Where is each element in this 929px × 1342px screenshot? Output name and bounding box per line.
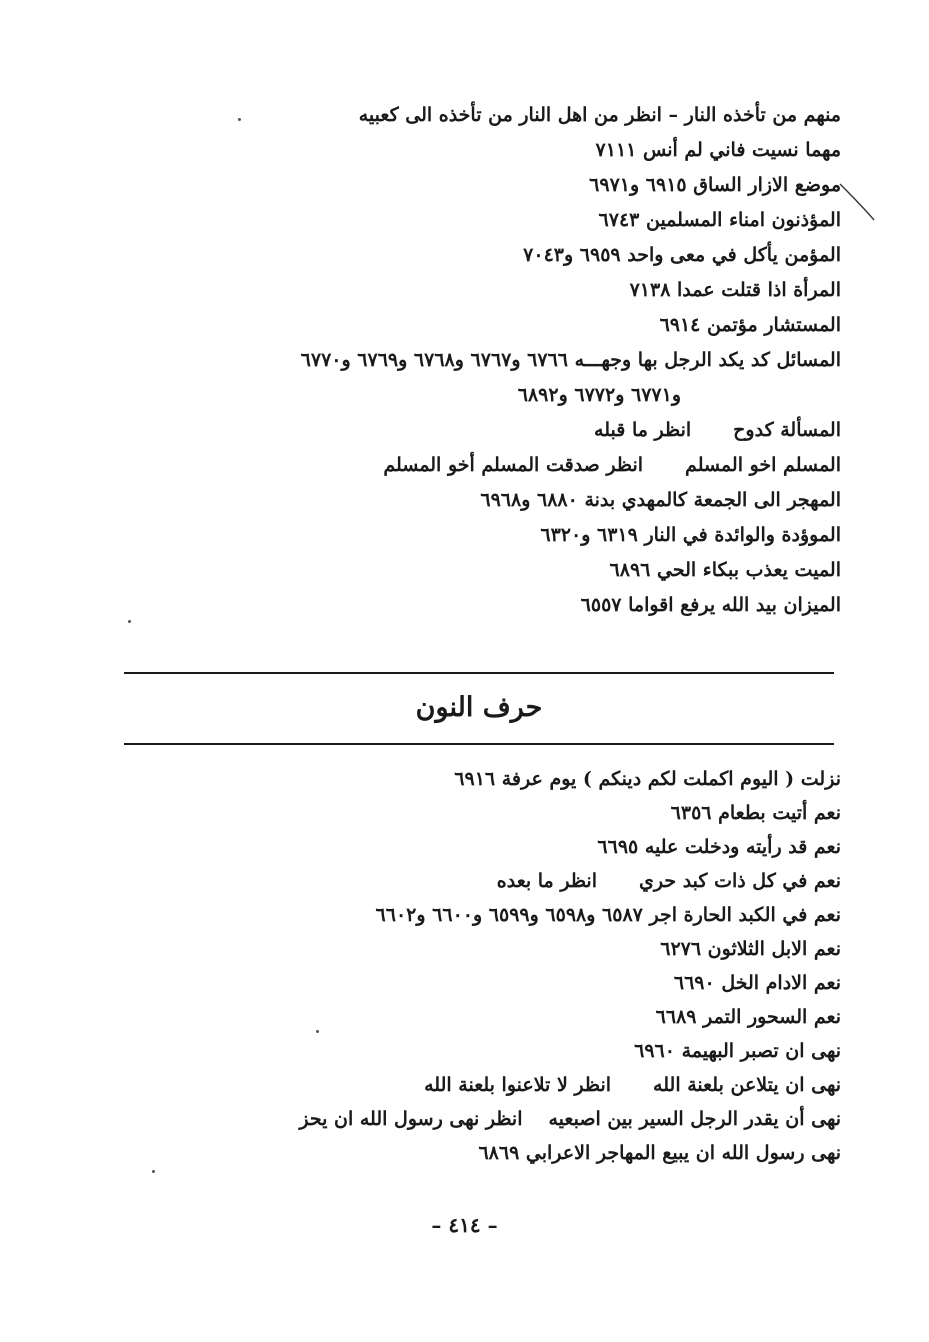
cross-reference: انظر نهى رسول الله ان يحز [299,1108,523,1130]
index-entry: نعم في الكبد الحارة اجر ٦٥٨٧ و٦٥٩٨ و٦٥٩٩ و٦٦٠٠ و٦٦٠٢ [375,904,841,926]
cross-reference: انظر صدقت المسلم أخو المسلم [383,454,644,476]
page-number: – ٤١٤ – [431,1213,498,1237]
index-entry: المؤذنون امناء المسلمين ٦٧٤٣ [598,209,841,231]
ink-speck [128,620,131,623]
section-heading: حرف النون [415,692,543,723]
index-entry: منهم من تأخذه النار – انظر من اهل النار من تأخذه الى كعبيه [358,104,841,126]
index-entry: نعم الادام الخل ٦٦٩٠ [673,972,841,994]
index-entry: المهجر الى الجمعة كالمهدي بدنة ٦٨٨٠ و٦٩٦٨ [480,489,841,511]
index-entry: نعم السحور التمر ٦٦٨٩ [655,1006,841,1028]
cross-reference: انظر ما قبله [594,419,692,441]
index-entries-bottom [121,762,841,1170]
index-entry: المسلم اخو المسلمانظر صدقت المسلم أخو المسلم [383,454,841,476]
cross-reference: انظر ما بعده [496,870,597,892]
index-entry: نعم قد رأيته ودخلت عليه ٦٦٩٥ [597,836,841,858]
index-entry: نهى ان تصبر البهيمة ٦٩٦٠ [634,1040,841,1062]
index-entry: المستشار مؤتمن ٦٩١٤ [659,314,841,336]
index-entry: المؤمن يأكل في معى واحد ٦٩٥٩ و٧٠٤٣ [523,244,841,266]
index-entry: نعم أتيت بطعام ٦٣٥٦ [670,802,841,824]
index-entry: الميزان بيد الله يرفع اقواما ٦٥٥٧ [580,594,841,616]
cross-reference: انظر لا تلاعنوا بلعنة الله [424,1074,612,1096]
ink-speck [316,1030,319,1033]
ink-speck [152,1170,155,1173]
index-entry: نزلت ( اليوم اكملت لكم دينكم ) يوم عرفة ٦٩١٦ [454,768,841,790]
index-entry: المسألة كدوحانظر ما قبله [594,419,841,441]
section-rule-top [124,672,834,674]
index-entries-top [121,98,841,623]
index-entry: نعم في كل ذات كبد حريانظر ما بعده [496,870,841,892]
index-entry: نهى أن يقدر الرجل السير بين اصبعيهانظر نهى رسول الله ان يحز [299,1108,841,1130]
index-entry: المرأة اذا قتلت عمدا ٧١٣٨ [629,279,841,301]
index-entry: مهما نسيت فاني لم أنس ٧١١١ [595,139,841,161]
index-entry: المسائل كد يكد الرجل بها وجهـــه ٦٧٦٦ و٦٧٦٧ و٦٧٦٨ و٦٧٦٩ و٦٧٧٠ [300,349,841,371]
margin-pen-mark [838,180,888,230]
index-entry: نهى رسول الله ان يبيع المهاجر الاعرابي ٦٨٦٩ [478,1142,841,1164]
index-entry: نهى ان يتلاعن بلعنة اللهانظر لا تلاعنوا بلعنة الله [424,1074,841,1096]
index-entry: موضع الازار الساق ٦٩١٥ و٦٩٧١ [589,174,841,196]
index-entry: الميت يعذب ببكاء الحي ٦٨٩٦ [609,559,841,581]
index-entry: الموؤدة والوائدة في النار ٦٣١٩ و٦٣٢٠ [540,524,841,546]
index-entry-continuation: و٦٧٧١ و٦٧٧٢ و٦٨٩٢ [517,384,681,406]
index-entry: نعم الابل الثلاثون ٦٢٧٦ [660,938,841,960]
section-rule-bottom [124,743,834,745]
ink-speck [238,118,241,121]
